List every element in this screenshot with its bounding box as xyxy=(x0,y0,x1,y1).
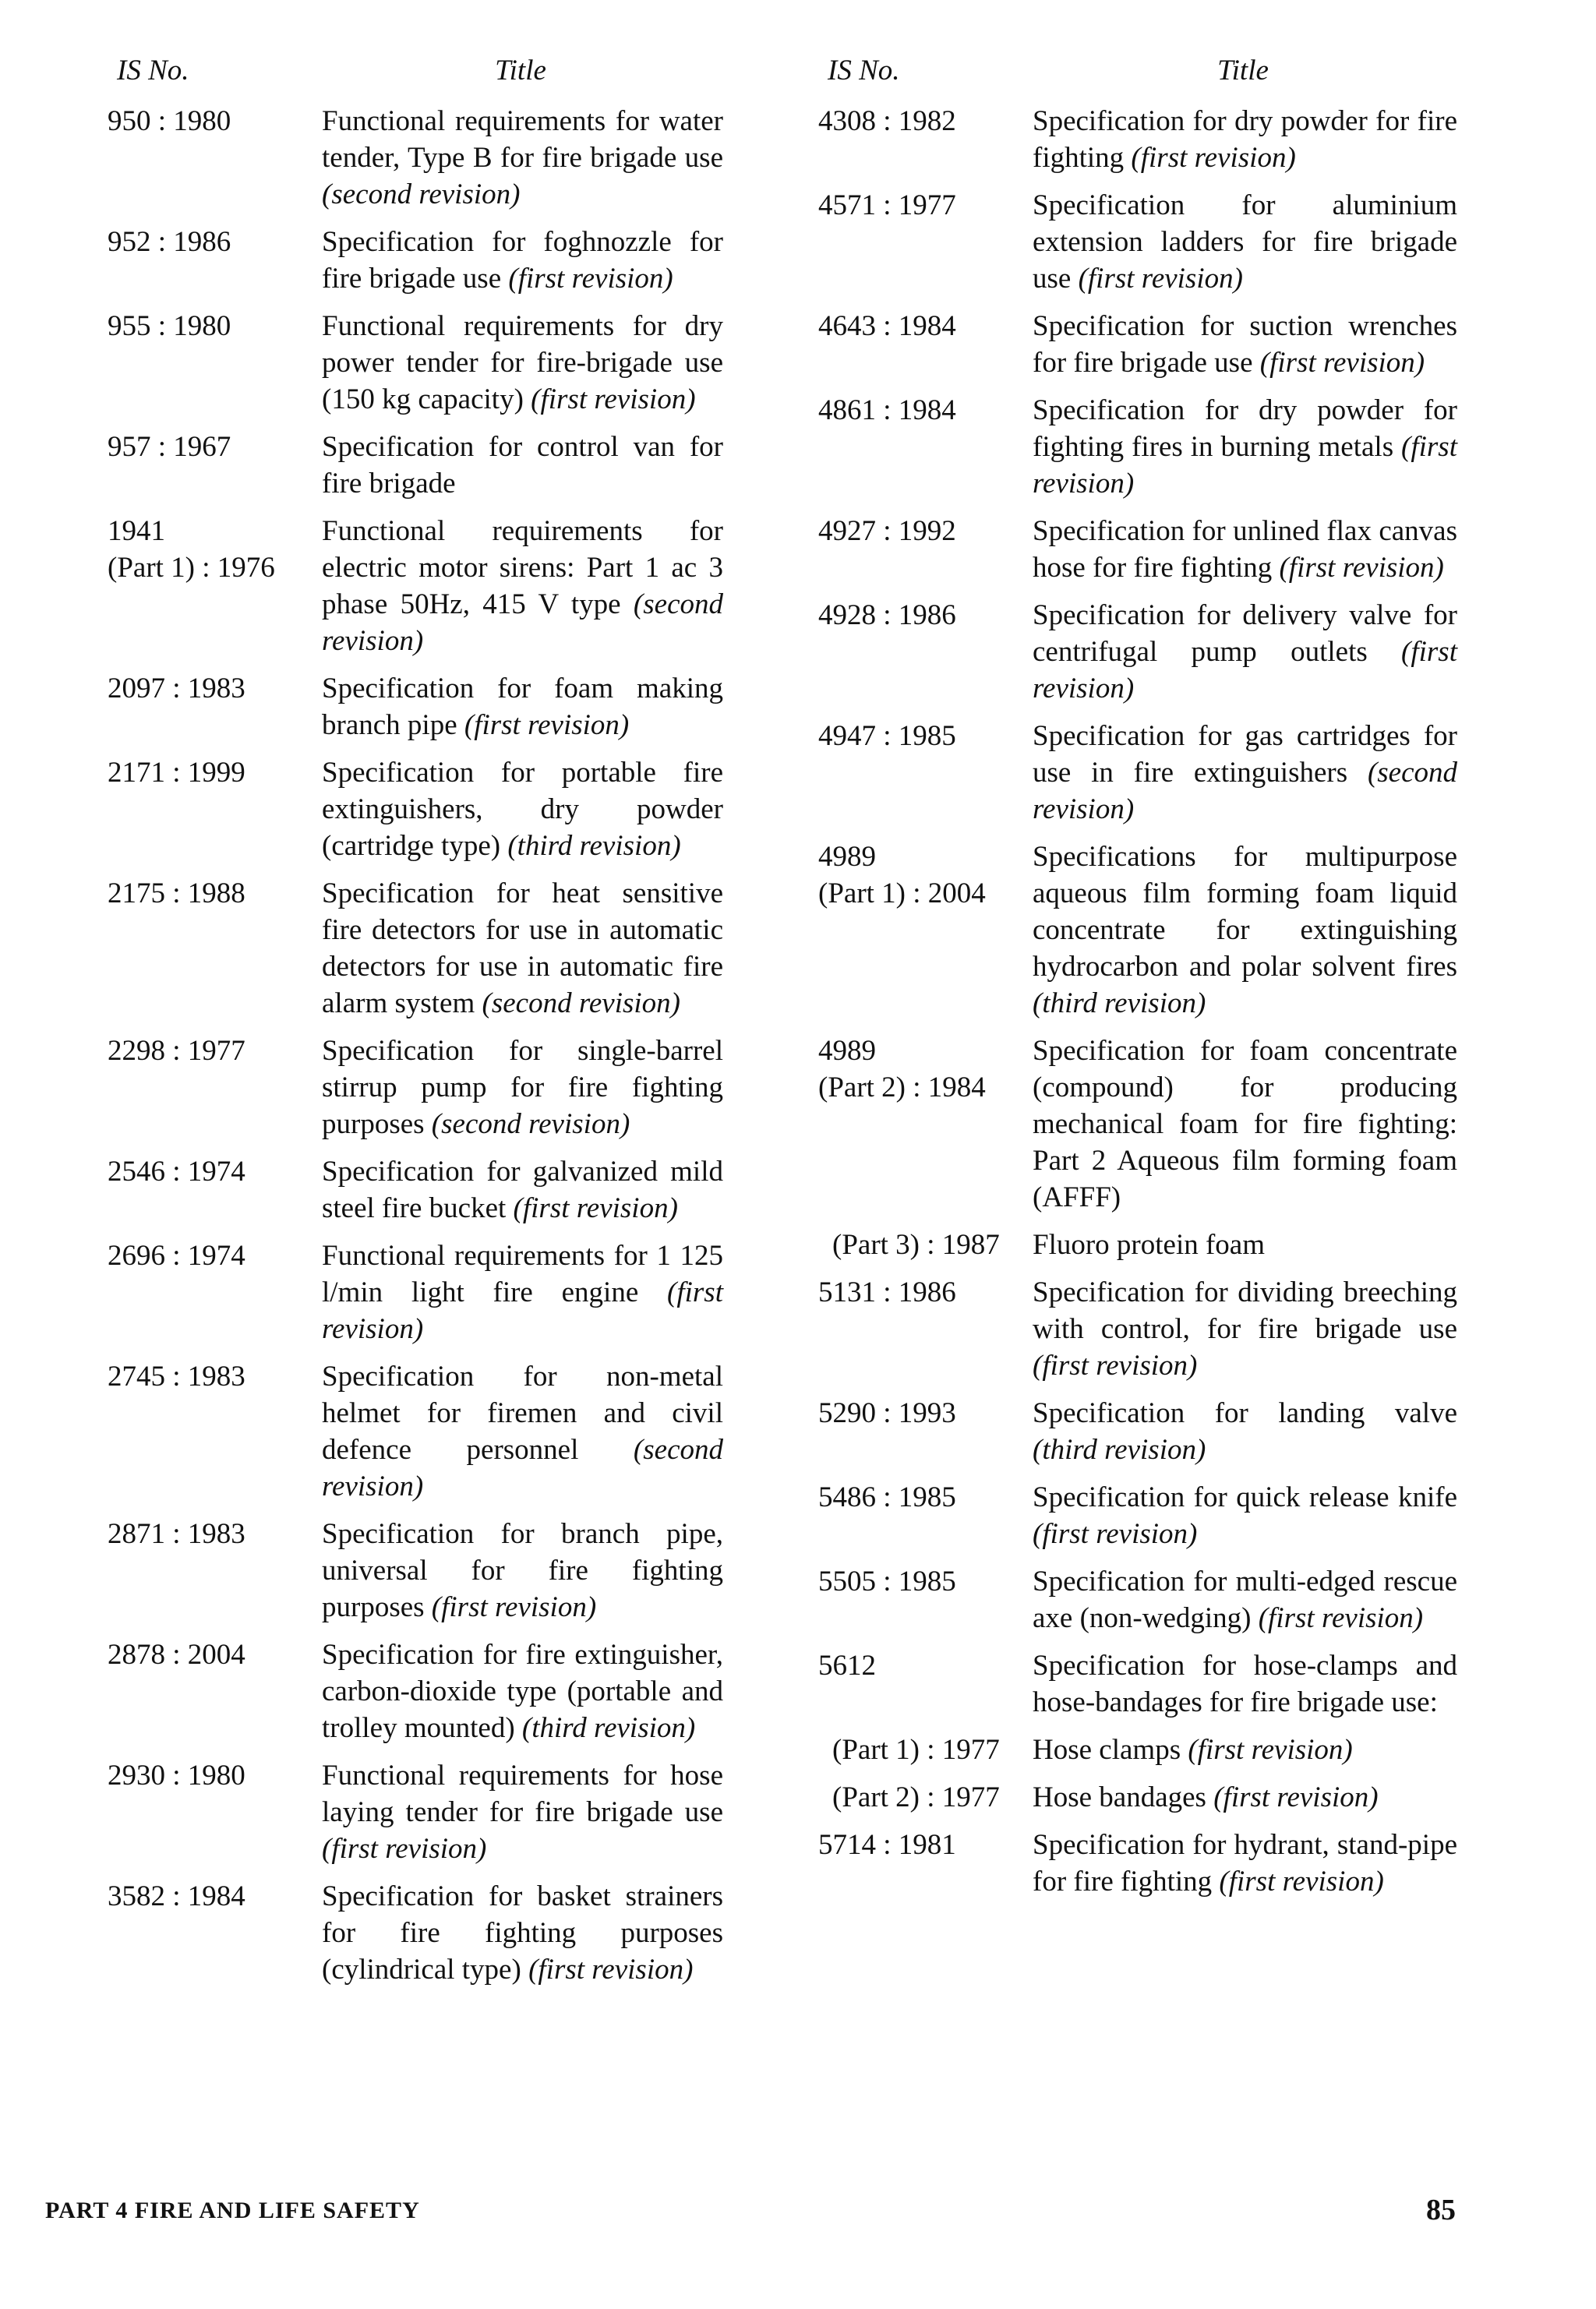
title-text: Functional requirements for 1 125 l/min light fire engine xyxy=(322,1240,723,1308)
standard-title xyxy=(322,103,723,213)
title-text: Functional requirements for water tender, Type B for fire brigade use xyxy=(322,105,723,174)
revision-note: (third revision) xyxy=(1033,987,1206,1019)
title-text: Specification for multi-edged rescue axe (non-wedging) xyxy=(1033,1566,1457,1634)
is-number: (Part 1) : 1977 xyxy=(832,1734,1000,1766)
standard-title xyxy=(322,513,723,659)
title-text: Specification for foam concentrate (compound) for producing mechanical foam for fire fighting: Part 2 Aqueous film forming foam (AFFF) xyxy=(1033,1035,1457,1213)
standard-entry xyxy=(818,1395,1457,1468)
is-number: 2298 : 1977 xyxy=(108,1035,245,1067)
standard-title xyxy=(322,1153,723,1227)
standard-entry xyxy=(108,1636,723,1746)
revision-note: (first revision) xyxy=(431,1591,597,1623)
is-no-header: IS No. xyxy=(828,55,900,86)
right-column xyxy=(818,53,1457,1911)
title-text: Hose clamps xyxy=(1033,1734,1181,1766)
standard-entry xyxy=(108,1878,723,1988)
is-number: 4947 : 1985 xyxy=(818,720,956,752)
standard-entry xyxy=(108,224,723,297)
title-header: Title xyxy=(495,55,546,86)
standard-entry xyxy=(818,1779,1457,1816)
standard-title xyxy=(1033,839,1457,1022)
is-number: 1941 (Part 1) : 1976 xyxy=(108,515,275,584)
title-text: Specification for control van for fire brigade xyxy=(322,431,723,500)
is-number: 4989 (Part 1) : 2004 xyxy=(818,841,986,909)
is-number: 4643 : 1984 xyxy=(818,310,956,342)
revision-note: (third revision) xyxy=(507,830,681,862)
title-text: Specification for single-barrel stirrup pump for fire fighting purposes xyxy=(322,1035,723,1140)
is-number: 2171 : 1999 xyxy=(108,757,245,789)
standard-title xyxy=(1033,1479,1457,1552)
revision-note: (second revision) xyxy=(1033,757,1458,825)
title-text: Fluoro protein foam xyxy=(1033,1229,1266,1261)
title-text: Specification for dividing breeching with control, for fire brigade use xyxy=(1033,1276,1457,1345)
title-text: Functional requirements for electric motor sirens: Part 1 ac 3 phase 50Hz, 415 V type xyxy=(322,515,723,620)
is-number: 952 : 1986 xyxy=(108,226,231,258)
title-text: Specification for galvanized mild steel fire bucket xyxy=(322,1156,723,1224)
revision-note: (second revision) xyxy=(322,588,723,657)
standard-entry xyxy=(818,308,1457,381)
standard-title xyxy=(322,1516,723,1626)
is-number: 2878 : 2004 xyxy=(108,1639,245,1671)
title-text: Specification for delivery valve for centrifugal pump outlets xyxy=(1033,599,1457,668)
revision-note: (first revision) xyxy=(1258,1602,1424,1634)
standard-title xyxy=(1033,1779,1457,1816)
is-number: 5612 xyxy=(818,1650,876,1682)
is-number: 2745 : 1983 xyxy=(108,1361,245,1393)
is-number: 4571 : 1977 xyxy=(818,189,956,221)
title-text: Specification for branch pipe, universal for fire fighting purposes xyxy=(322,1518,723,1623)
title-text: Functional requirements for dry power tender for fire-brigade use (150 kg capacity) xyxy=(322,310,723,415)
standard-entry xyxy=(818,1827,1457,1900)
revision-note: (third revision) xyxy=(1033,1434,1206,1466)
standard-entry xyxy=(818,839,1457,1022)
revision-note: (first revision) xyxy=(322,1276,723,1345)
title-text: Specification for gas cartridges for use in fire extinguishers xyxy=(1033,720,1457,789)
is-number: 2696 : 1974 xyxy=(108,1240,245,1272)
revision-note: (first revision) xyxy=(1259,347,1425,379)
standard-entry xyxy=(108,513,723,659)
standard-title xyxy=(322,429,723,502)
standard-title xyxy=(1033,1227,1457,1263)
footer-section-title: PART 4 FIRE AND LIFE SAFETY xyxy=(45,2198,420,2223)
standard-title xyxy=(322,754,723,864)
revision-note: (first revision) xyxy=(1078,263,1243,295)
standard-title xyxy=(1033,1563,1457,1636)
standard-title xyxy=(1033,103,1457,176)
standard-title xyxy=(1033,392,1457,502)
title-text: Specification for hose-clamps and hose-bandages for fire brigade use: xyxy=(1033,1650,1457,1718)
is-number: 2871 : 1983 xyxy=(108,1518,245,1550)
standard-entry xyxy=(818,513,1457,586)
standard-entry xyxy=(818,1033,1457,1216)
title-text: Specification for portable fire extinguishers, dry powder (cartridge type) xyxy=(322,757,723,862)
revision-note: (first revision) xyxy=(1131,142,1296,174)
title-text: Specification for fire extinguisher, carbon-dioxide type (portable and trolley mounted) xyxy=(322,1639,723,1744)
is-number: 2546 : 1974 xyxy=(108,1156,245,1188)
standard-entry xyxy=(108,754,723,864)
is-number: 4861 : 1984 xyxy=(818,394,956,426)
title-text: Specification for quick release knife xyxy=(1033,1481,1457,1513)
title-text: Specification for landing valve xyxy=(1033,1397,1457,1429)
standard-entry xyxy=(818,392,1457,502)
standard-entry xyxy=(818,718,1457,828)
standard-title xyxy=(322,1358,723,1505)
is-no-header: IS No. xyxy=(117,55,189,86)
revision-note: (second revision) xyxy=(322,178,521,210)
revision-note: (first revision) xyxy=(1033,431,1457,500)
standard-entry xyxy=(108,1153,723,1227)
revision-note: (first revision) xyxy=(1219,1866,1384,1898)
standard-entry xyxy=(108,1516,723,1626)
is-number: 957 : 1967 xyxy=(108,431,231,463)
title-text: Specification for suction wrenches for fire brigade use xyxy=(1033,310,1457,379)
standard-entry xyxy=(108,1033,723,1142)
title-text: Specification for hydrant, stand-pipe for fire fighting xyxy=(1033,1829,1457,1898)
title-text: Hose bandages xyxy=(1033,1781,1206,1813)
is-number: 4989 (Part 2) : 1984 xyxy=(818,1035,986,1103)
revision-note: (first revision) xyxy=(1033,636,1457,704)
revision-note: (second revision) xyxy=(482,987,680,1019)
standard-entry xyxy=(108,1237,723,1347)
standard-title xyxy=(322,1757,723,1867)
title-text: Specification for basket strainers for fire fighting purposes (cylindrical type) xyxy=(322,1880,723,1986)
standard-title xyxy=(1033,1395,1457,1468)
revision-note: (first revision) xyxy=(1033,1518,1198,1550)
revision-note: (first revision) xyxy=(513,1192,678,1224)
standard-title xyxy=(322,1636,723,1746)
is-number: (Part 2) : 1977 xyxy=(832,1781,1000,1813)
title-text: Specification for dry powder for fighting fires in burning metals xyxy=(1033,394,1457,463)
standard-title xyxy=(1033,1274,1457,1384)
revision-note: (third revision) xyxy=(521,1712,696,1744)
standard-entry xyxy=(108,308,723,418)
standard-title xyxy=(1033,597,1457,707)
standard-title xyxy=(322,875,723,1022)
standard-entry xyxy=(108,429,723,502)
standard-entry xyxy=(818,1227,1457,1263)
revision-note: (first revision) xyxy=(1279,552,1444,584)
title-text: Specification for unlined flax canvas hose for fire fighting xyxy=(1033,515,1457,584)
standard-entry xyxy=(108,1757,723,1867)
is-number: 5290 : 1993 xyxy=(818,1397,956,1429)
is-number: 5131 : 1986 xyxy=(818,1276,956,1308)
standard-title xyxy=(322,308,723,418)
standard-entry xyxy=(108,670,723,743)
revision-note: (first revision) xyxy=(531,383,696,415)
standard-entry xyxy=(108,875,723,1022)
standard-title xyxy=(322,670,723,743)
standard-entry xyxy=(818,1732,1457,1768)
is-number: 2097 : 1983 xyxy=(108,673,245,704)
is-number: 5486 : 1985 xyxy=(818,1481,956,1513)
standard-title xyxy=(1033,513,1457,586)
is-number: 955 : 1980 xyxy=(108,310,231,342)
title-text: Specification for foghnozzle for fire brigade use xyxy=(322,226,723,295)
is-number: 3582 : 1984 xyxy=(108,1880,245,1912)
standard-title xyxy=(322,1237,723,1347)
standard-title xyxy=(322,224,723,297)
standard-entry xyxy=(818,1274,1457,1384)
revision-note: (first revision) xyxy=(508,263,673,295)
is-number: 4928 : 1986 xyxy=(818,599,956,631)
is-number: 950 : 1980 xyxy=(108,105,231,137)
standard-title xyxy=(1033,718,1457,828)
revision-note: (second revision) xyxy=(431,1108,630,1140)
standard-title xyxy=(1033,308,1457,381)
title-header: Title xyxy=(1217,55,1269,86)
page-number: 85 xyxy=(1426,2194,1456,2226)
is-number: 4308 : 1982 xyxy=(818,105,956,137)
title-text: Specifications for multipurpose aqueous film forming foam liquid concentrate for extinguishing hydrocarbon and polar solvent fires xyxy=(1033,841,1457,983)
left-entry-list xyxy=(108,103,723,1988)
standard-entry xyxy=(818,1647,1457,1721)
right-column-header xyxy=(818,53,1457,89)
standard-entry xyxy=(818,187,1457,297)
standard-entry xyxy=(818,1479,1457,1552)
standard-entry xyxy=(818,1563,1457,1636)
is-number: (Part 3) : 1987 xyxy=(832,1229,1000,1261)
title-text: Specification for non-metal helmet for firemen and civil defence personnel xyxy=(322,1361,723,1466)
revision-note: (first revision) xyxy=(1033,1350,1198,1382)
left-column xyxy=(108,53,723,1999)
revision-note: (second revision) xyxy=(322,1434,723,1502)
standard-entry xyxy=(818,597,1457,707)
is-number: 5505 : 1985 xyxy=(818,1566,956,1598)
standard-title xyxy=(322,1033,723,1142)
title-text: Specification for dry powder for fire fighting xyxy=(1033,105,1457,174)
revision-note: (first revision) xyxy=(322,1833,487,1865)
revision-note: (first revision) xyxy=(528,1954,694,1986)
title-text: Specification for aluminium extension ladders for fire brigade use xyxy=(1033,189,1457,295)
left-column-header xyxy=(108,53,723,89)
standard-entry xyxy=(108,1358,723,1505)
revision-note: (first revision) xyxy=(1213,1781,1379,1813)
right-entry-list xyxy=(818,103,1457,1900)
standard-title xyxy=(1033,1827,1457,1900)
standard-title xyxy=(1033,1732,1457,1768)
standard-entry xyxy=(818,103,1457,176)
is-number: 2930 : 1980 xyxy=(108,1760,245,1792)
revision-note: (first revision) xyxy=(1188,1734,1353,1766)
is-number: 2175 : 1988 xyxy=(108,877,245,909)
is-number: 5714 : 1981 xyxy=(818,1829,956,1861)
title-text: Functional requirements for hose laying tender for fire brigade use xyxy=(322,1760,723,1828)
standard-title xyxy=(1033,1033,1457,1216)
title-text: Specification for heat sensitive fire detectors for use in automatic detectors for use in automatic fire alarm system xyxy=(322,877,723,1019)
standard-entry xyxy=(108,103,723,213)
standard-title xyxy=(1033,187,1457,297)
revision-note: (first revision) xyxy=(464,709,630,741)
is-number: 4927 : 1992 xyxy=(818,515,956,547)
standard-title xyxy=(1033,1647,1457,1721)
standard-title xyxy=(322,1878,723,1988)
title-text: Specification for foam making branch pipe xyxy=(322,673,723,741)
